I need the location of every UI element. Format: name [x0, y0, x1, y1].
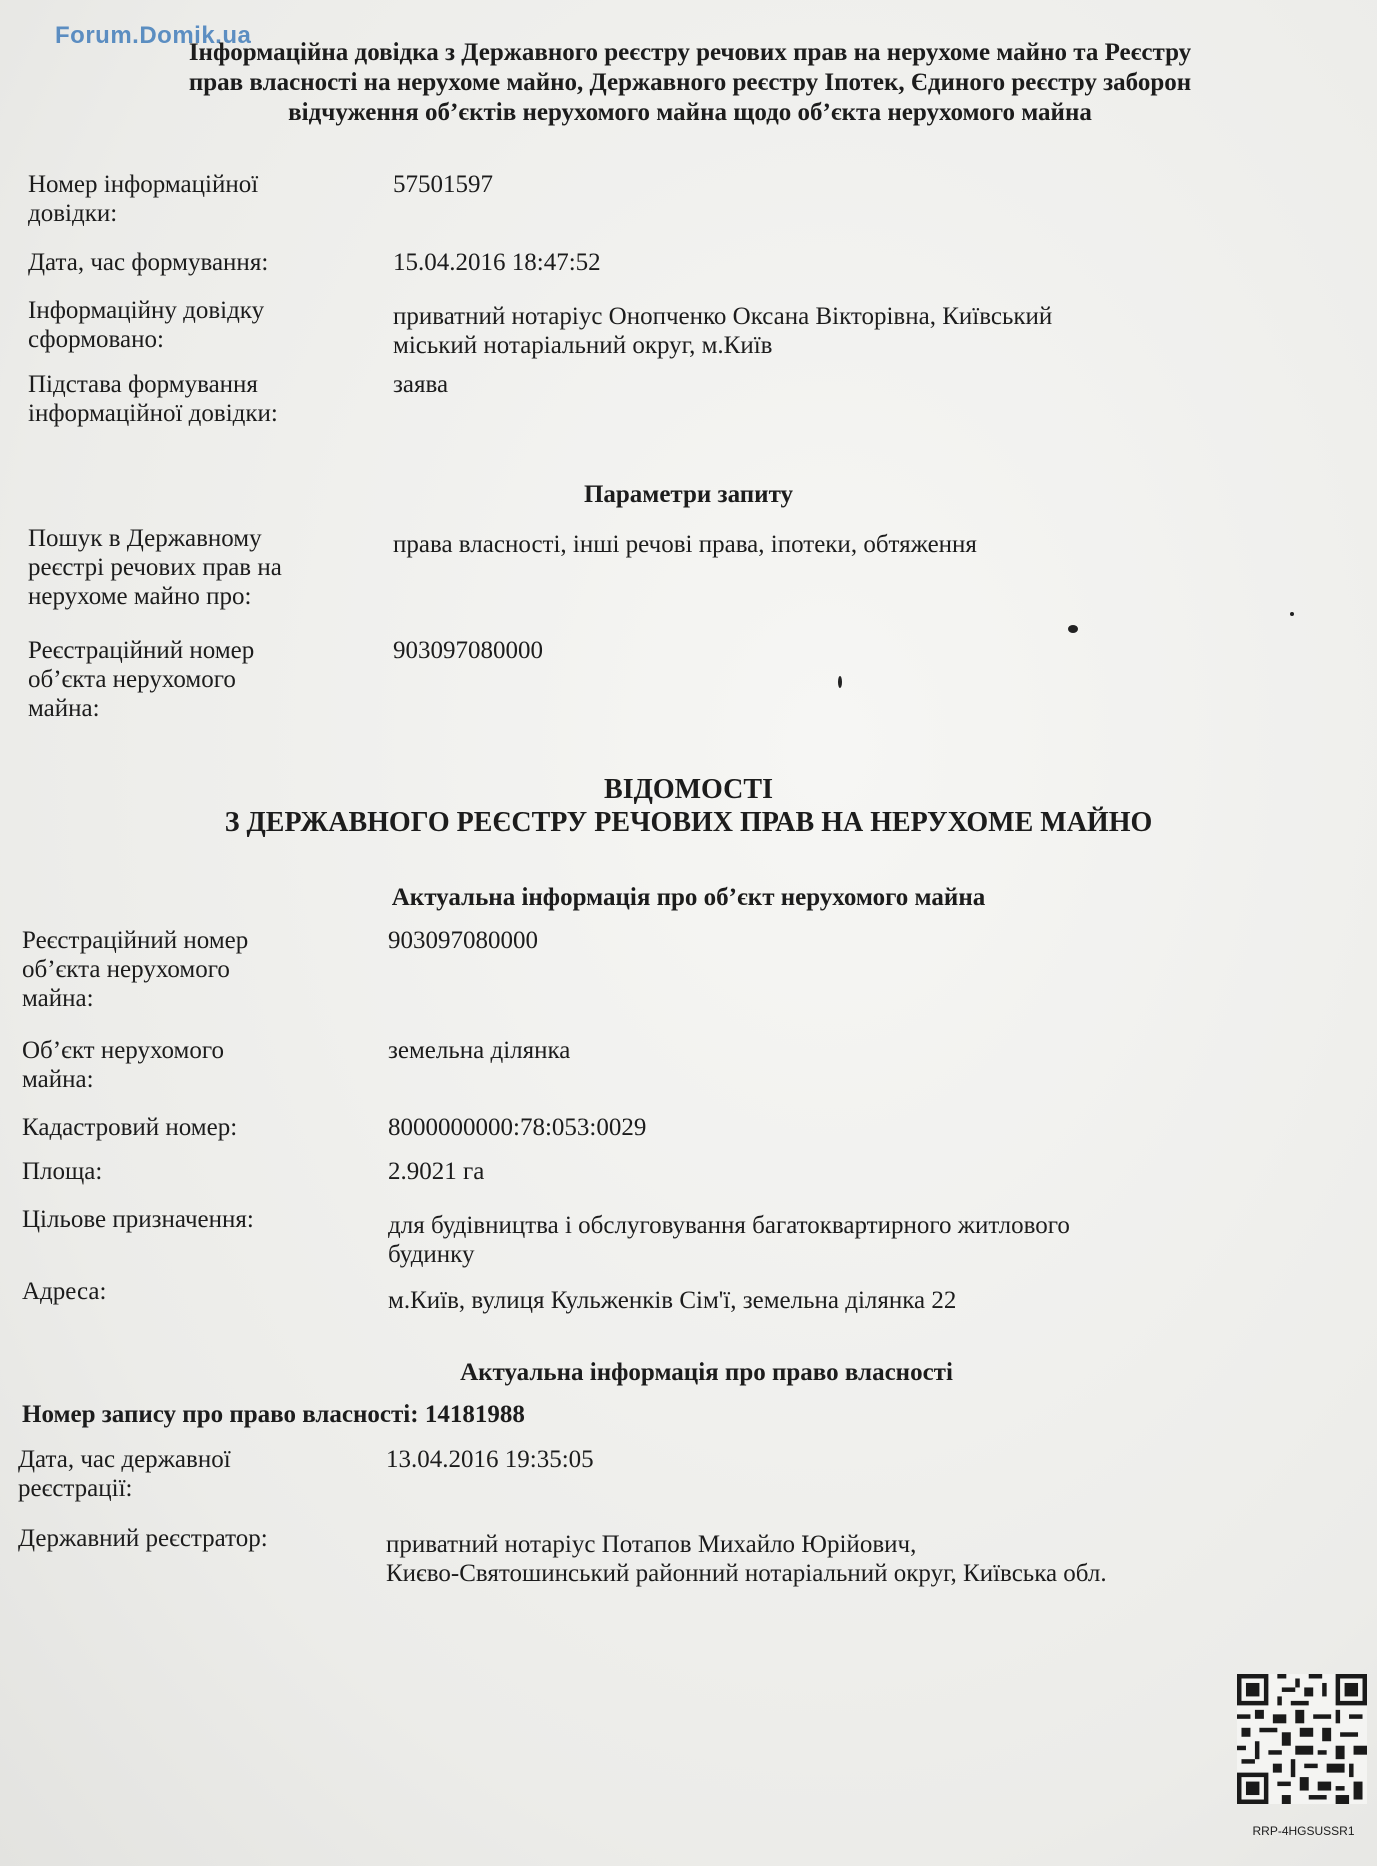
qr-code	[1237, 1674, 1367, 1804]
query-heading: Параметри запиту	[583, 481, 794, 508]
title-line: відчуження об’єктів нерухомого майна щодо об’єкта нерухомого майна	[288, 99, 1092, 126]
ownership-registrar-value: приватний нотаріус Потапов Михайло Юрійович, Києво-Святошинський районний нотаріальний округ, Київська обл.	[386, 1531, 1107, 1587]
ownership-heading: Актуальна інформація про право власності	[460, 1359, 953, 1386]
scan-speck	[1290, 612, 1294, 616]
object-address-value: м.Київ, вулиця Кульженків Сім'ї, земельна ділянка 22	[388, 1287, 957, 1314]
object-cadastral-label: Кадастровий номер:	[22, 1114, 238, 1141]
object-type-label: Об’єкт нерухомого майна:	[22, 1037, 224, 1093]
info-datetime-value: 15.04.2016 18:47:52	[393, 249, 601, 276]
site-watermark: Forum.Domik.ua	[55, 22, 252, 49]
ownership-date-value: 13.04.2016 19:35:05	[386, 1446, 594, 1473]
object-area-value: 2.9021 га	[388, 1158, 485, 1185]
scan-speck	[1068, 625, 1078, 633]
info-number-value: 57501597	[393, 171, 493, 198]
title-line: прав власності на нерухоме майно, Державного реєстру Іпотек, Єдиного реєстру заборон	[188, 69, 1192, 96]
ownership-date-label: Дата, час державної реєстрації:	[18, 1446, 231, 1502]
object-regnum-label: Реєстраційний номер об’єкта нерухомого майна:	[22, 927, 249, 1012]
info-basis-label: Підстава формування інформаційної довідки:	[28, 371, 278, 427]
document-title	[40, 38, 1340, 128]
object-purpose-label: Цільове призначення:	[22, 1206, 254, 1233]
query-search-label: Пошук в Державному реєстрі речових прав на нерухоме майно про:	[28, 525, 282, 610]
title-line: Інформаційна довідка з Державного реєстру речових прав на нерухоме майно та Реєстру	[188, 39, 1192, 66]
scan-speck	[838, 676, 842, 688]
info-datetime-label: Дата, час формування:	[28, 249, 269, 276]
object-regnum-value: 903097080000	[388, 927, 538, 954]
qr-caption: RRP-4HGSUSSR1	[1252, 1824, 1355, 1838]
object-area-label: Площа:	[22, 1158, 103, 1185]
info-formed-label: Інформаційну довідку сформовано:	[28, 297, 265, 353]
query-regnum-label: Реєстраційний номер об’єкта нерухомого майна:	[28, 637, 255, 722]
info-basis-value: заява	[393, 371, 449, 398]
object-cadastral-value: 8000000000:78:053:0029	[388, 1114, 647, 1141]
query-regnum-value: 903097080000	[393, 637, 543, 664]
query-search-value: права власності, інші речові права, іпотеки, обтяження	[393, 531, 977, 558]
ownership-record-number: Номер запису про право власності: 14181988	[22, 1401, 525, 1428]
object-type-value: земельна ділянка	[388, 1037, 571, 1064]
ownership-registrar-label: Державний реєстратор:	[18, 1525, 268, 1552]
info-formed-value: приватний нотаріус Онопченко Оксана Вікторівна, Київський міський нотаріальний округ, м.Київ	[393, 303, 1053, 359]
object-purpose-value: для будівництва і обслуговування багатоквартирного житлового будинку	[388, 1212, 1070, 1268]
object-address-label: Адреса:	[22, 1278, 107, 1305]
object-heading: Актуальна інформація про об’єкт нерухомого майна	[391, 884, 986, 911]
info-number-label: Номер інформаційної довідки:	[28, 171, 259, 227]
registry-heading: ВІДОМОСТІ З ДЕРЖАВНОГО РЕЄСТРУ РЕЧОВИХ ПРАВ НА НЕРУХОМЕ МАЙНО	[224, 774, 1153, 838]
